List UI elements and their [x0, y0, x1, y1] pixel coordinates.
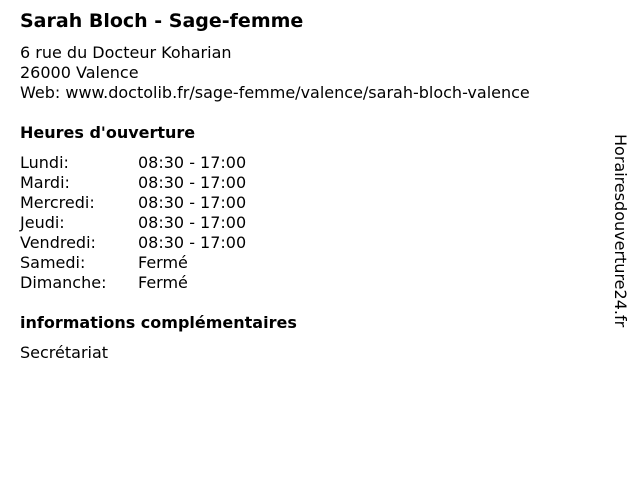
- address-street: 6 rue du Docteur Koharian: [20, 43, 232, 62]
- day-label: Samedi:: [20, 253, 86, 272]
- hours-value: 08:30 - 17:00: [138, 153, 247, 172]
- day-label: Mercredi:: [20, 193, 95, 212]
- day-label: Jeudi:: [20, 213, 65, 232]
- hours-value: 08:30 - 17:00: [138, 193, 247, 212]
- additional-info-text: Secrétariat: [20, 343, 109, 362]
- day-label: Dimanche:: [20, 273, 107, 292]
- site-watermark: Horairesdouverture24.fr: [611, 134, 630, 328]
- page-title: Sarah Bloch - Sage-femme: [20, 10, 304, 32]
- day-label: Lundi:: [20, 153, 69, 172]
- hours-value: Fermé: [138, 253, 188, 272]
- day-label: Mardi:: [20, 173, 70, 192]
- address-city: 26000 Valence: [20, 63, 139, 82]
- opening-hours-heading: Heures d'ouverture: [20, 123, 196, 142]
- hours-value: 08:30 - 17:00: [138, 213, 247, 232]
- hours-value: 08:30 - 17:00: [138, 173, 247, 192]
- additional-info-heading: informations complémentaires: [20, 313, 297, 332]
- hours-value: 08:30 - 17:00: [138, 233, 247, 252]
- day-label: Vendredi:: [20, 233, 96, 252]
- hours-value: Fermé: [138, 273, 188, 292]
- address-web: Web: www.doctolib.fr/sage-femme/valence/sarah-bloch-valence: [20, 83, 530, 102]
